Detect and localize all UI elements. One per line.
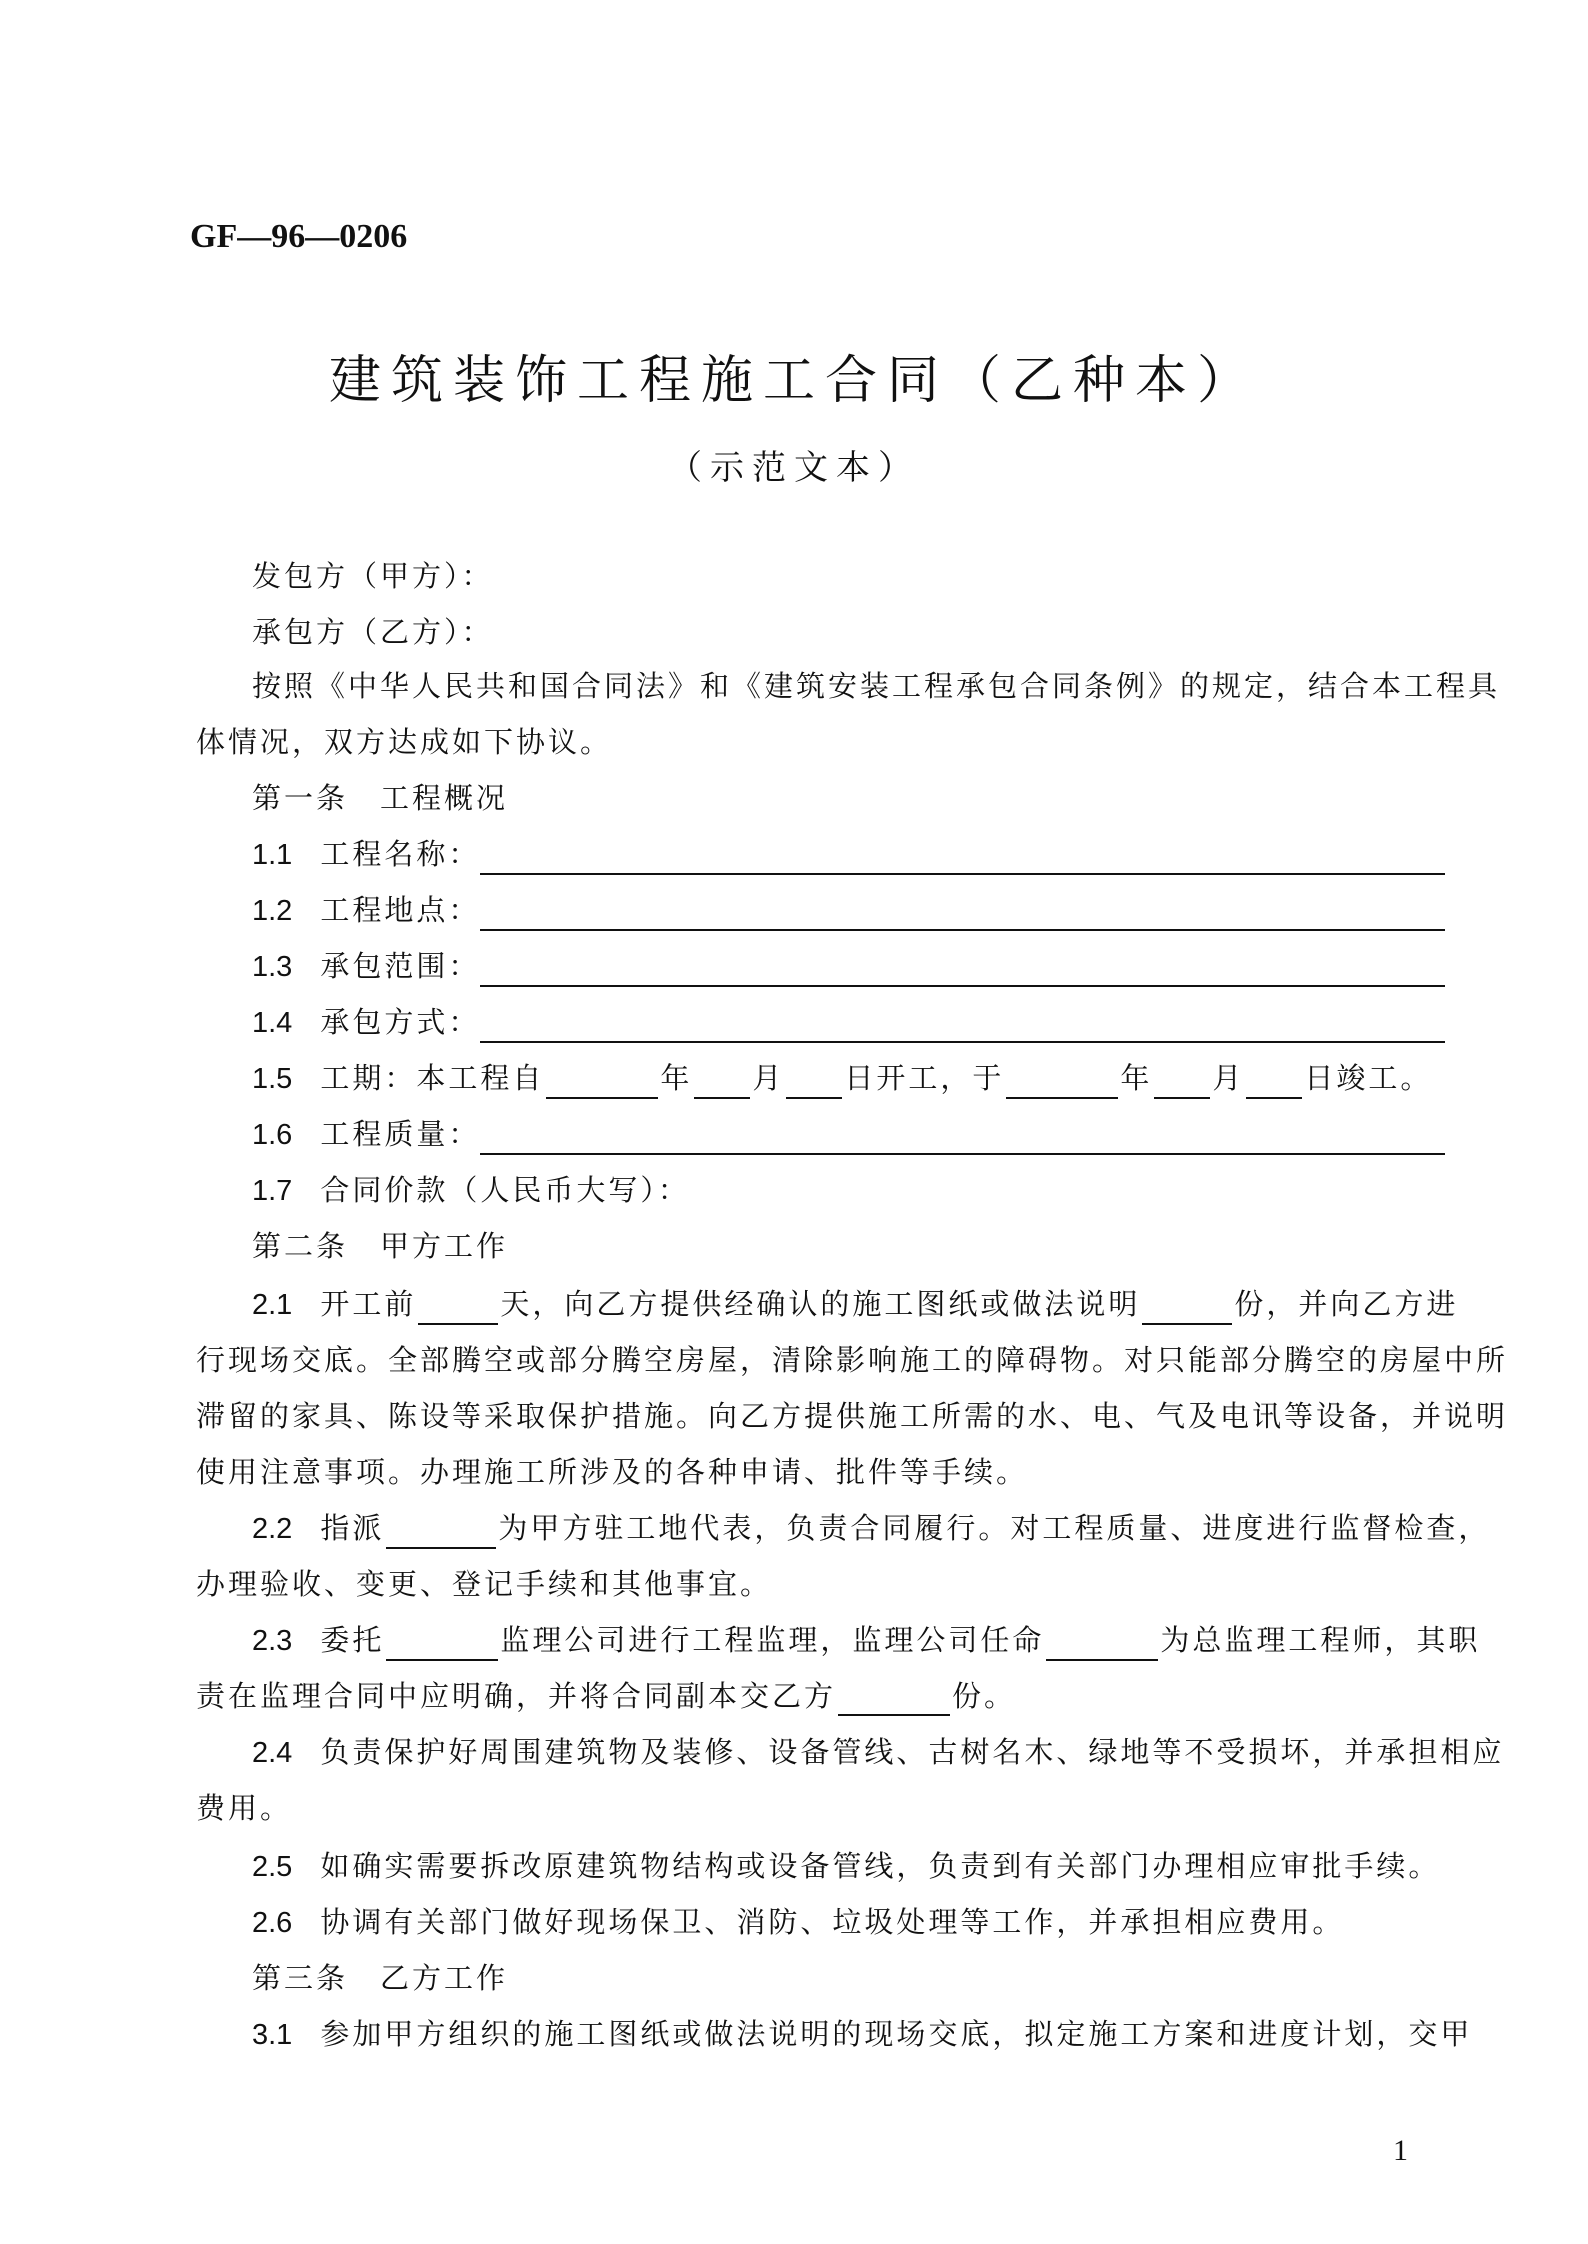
schedule-text: 工期：本工程自	[320, 1061, 545, 1095]
fill-blank	[480, 843, 1445, 875]
clause-2-4-line-1	[252, 1732, 1504, 1773]
article-2-heading: 第二条 甲方工作	[252, 1229, 509, 1263]
item-number: 1.4	[252, 1007, 293, 1039]
item-1-7	[252, 1170, 690, 1211]
start-label: 日开工，于	[844, 1061, 1005, 1095]
clause-text: 监理公司进行工程监理，监理公司任命	[500, 1623, 1045, 1657]
clause-2-1-line-3: 滞留的家具、陈设等采取保护措施。向乙方提供施工所需的水、电、气及电讯等设备，并说明	[196, 1399, 1509, 1433]
month-label: 月	[1212, 1061, 1245, 1095]
item-1-6	[252, 1114, 1445, 1155]
clause-text: 份。	[952, 1679, 1017, 1713]
days-blank	[418, 1293, 498, 1325]
document-subtitle: （示范文本）	[668, 448, 920, 488]
month-label: 月	[752, 1061, 785, 1095]
engineer-blank	[1046, 1629, 1158, 1661]
clause-2-6	[252, 1902, 1344, 1943]
item-1-4	[252, 1002, 1445, 1043]
item-number: 1.3	[252, 951, 293, 983]
clause-2-1-line-1	[252, 1284, 1458, 1325]
representative-blank	[386, 1517, 496, 1549]
clause-2-4-line-2: 费用。	[196, 1791, 293, 1825]
item-1-2	[252, 890, 1445, 931]
company-blank	[386, 1629, 498, 1661]
party-b-line: 承包方（乙方）：	[252, 615, 494, 649]
item-number: 1.2	[252, 895, 293, 927]
clause-text: 责在监理合同中应明确，并将合同副本交乙方	[196, 1679, 837, 1713]
month-blank	[694, 1067, 750, 1099]
day-blank	[1246, 1067, 1302, 1099]
clause-number: 2.2	[252, 1513, 293, 1545]
clause-2-3-line-2	[196, 1676, 1016, 1716]
intro-line-2: 体情况，双方达成如下协议。	[196, 725, 613, 759]
copies-blank	[1142, 1293, 1232, 1325]
item-label: 承包方式：	[320, 1005, 481, 1039]
clause-2-2-line-2: 办理验收、变更、登记手续和其他事宜。	[196, 1567, 773, 1601]
clause-3-1-line-1	[252, 2014, 1472, 2055]
item-number: 1.6	[252, 1119, 293, 1151]
fill-blank	[480, 899, 1445, 931]
item-label: 工程地点：	[320, 893, 481, 927]
clause-text: 指派	[320, 1511, 385, 1545]
clause-2-1-line-4: 使用注意事项。办理施工所涉及的各种申请、批件等手续。	[196, 1455, 1029, 1489]
year-blank	[546, 1067, 658, 1099]
end-label: 日竣工。	[1304, 1061, 1433, 1095]
clause-text: 如确实需要拆改原建筑物结构或设备管线，负责到有关部门办理相应审批手续。	[320, 1849, 1441, 1883]
clause-2-2-line-1	[252, 1508, 1490, 1549]
month-blank	[1154, 1067, 1210, 1099]
year-blank	[1006, 1067, 1118, 1099]
fill-blank	[480, 955, 1445, 987]
clause-text: 为总监理工程师，其职	[1160, 1623, 1481, 1657]
fill-blank	[480, 1123, 1445, 1155]
clause-2-1-line-2: 行现场交底。全部腾空或部分腾空房屋，清除影响施工的障碍物。对只能部分腾空的房屋中所	[196, 1343, 1509, 1377]
clause-number: 2.6	[252, 1907, 293, 1939]
clause-text: 为甲方驻工地代表，负责合同履行。对工程质量、进度进行监督检查，	[498, 1511, 1491, 1545]
clause-text: 委托	[320, 1623, 385, 1657]
clause-number: 2.1	[252, 1289, 293, 1321]
item-number: 1.7	[252, 1175, 293, 1207]
clause-text: 负责保护好周围建筑物及装修、设备管线、古树名木、绿地等不受损坏，并承担相应	[320, 1735, 1505, 1769]
year-label: 年	[1120, 1061, 1153, 1095]
clause-text: 协调有关部门做好现场保卫、消防、垃圾处理等工作，并承担相应费用。	[320, 1905, 1345, 1939]
document-title: 建筑装饰工程施工合同（乙种本）	[328, 351, 1259, 411]
article-1-heading: 第一条 工程概况	[252, 781, 509, 815]
clause-number: 2.5	[252, 1851, 293, 1883]
item-label: 合同价款（人民币大写）：	[320, 1173, 690, 1207]
clause-2-3-line-1	[252, 1620, 1480, 1661]
clause-text: 份，并向乙方进	[1234, 1287, 1459, 1321]
item-label: 工程名称：	[320, 837, 481, 871]
clause-text: 参加甲方组织的施工图纸或做法说明的现场交底，拟定施工方案和进度计划，交甲	[320, 2017, 1473, 2051]
page-number: 1	[1393, 2134, 1408, 2167]
day-blank	[786, 1067, 842, 1099]
party-a-line: 发包方（甲方）：	[252, 559, 494, 593]
intro-line-1: 按照《中华人民共和国合同法》和《建筑安装工程承包合同条例》的规定，结合本工程具	[252, 669, 1501, 703]
document-code: GF—96—0206	[190, 218, 408, 255]
item-label: 承包范围：	[320, 949, 481, 983]
clause-2-5	[252, 1846, 1440, 1887]
copies-blank	[838, 1684, 950, 1716]
fill-blank	[480, 1011, 1445, 1043]
clause-number: 3.1	[252, 2019, 293, 2051]
clause-number: 2.3	[252, 1625, 293, 1657]
item-1-3	[252, 946, 1445, 987]
clause-number: 2.4	[252, 1737, 293, 1769]
item-number: 1.1	[252, 839, 293, 871]
item-1-5	[252, 1058, 1432, 1099]
item-1-1	[252, 834, 1445, 875]
clause-text: 天，向乙方提供经确认的施工图纸或做法说明	[500, 1287, 1141, 1321]
item-number: 1.5	[252, 1063, 293, 1095]
year-label: 年	[660, 1061, 693, 1095]
clause-text: 开工前	[320, 1287, 417, 1321]
item-label: 工程质量：	[320, 1117, 481, 1151]
article-3-heading: 第三条 乙方工作	[252, 1961, 509, 1995]
